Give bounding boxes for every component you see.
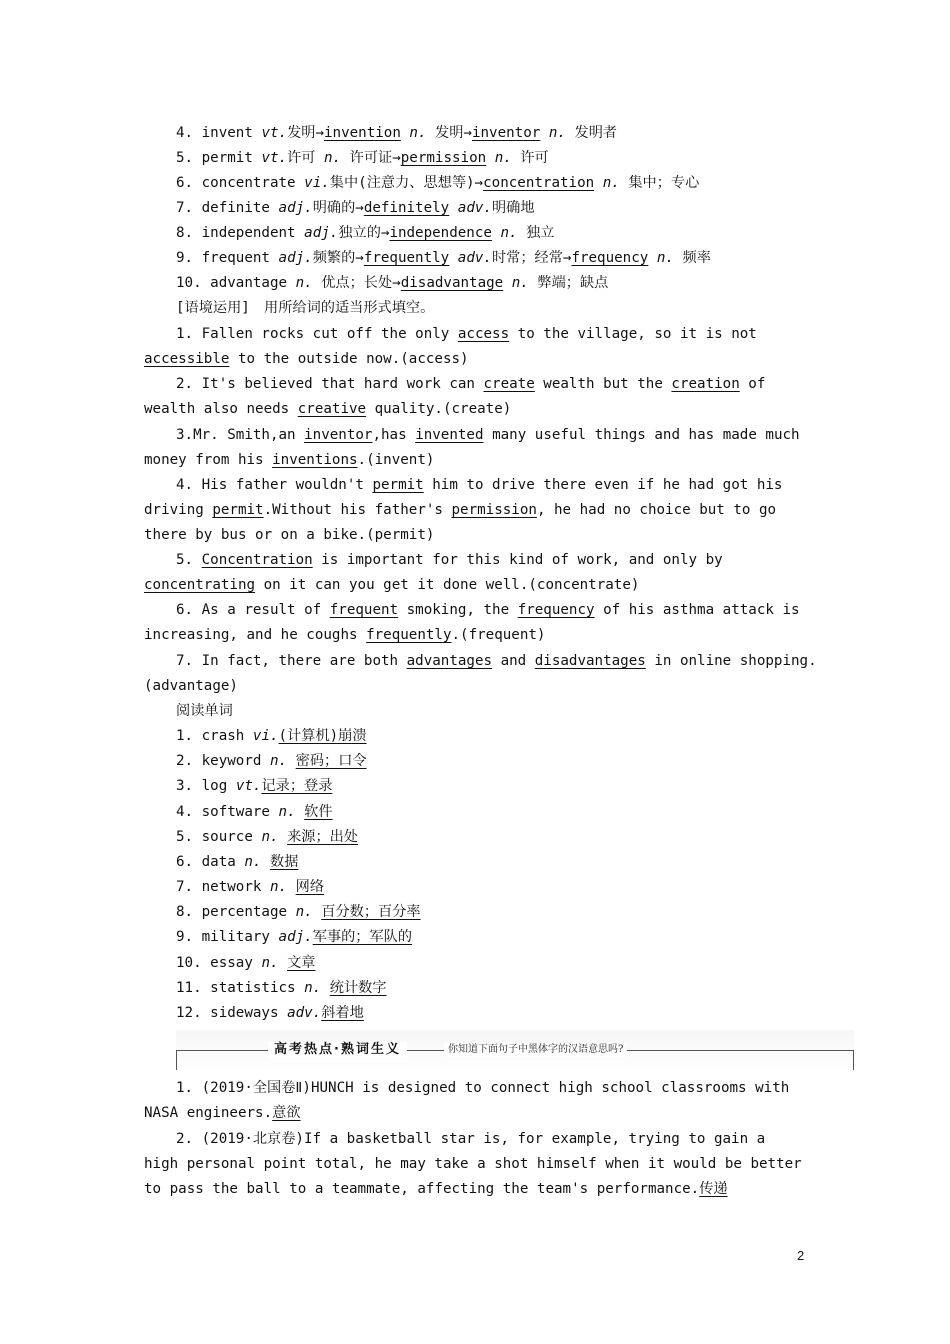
exercise-line: wealth also needs creative quality.(create)	[144, 401, 512, 417]
vocab-item: 7. network n. 网络	[176, 879, 325, 895]
exercise-line: 3.Mr. Smith,an inventor,has invented many useful things and has made much	[176, 427, 800, 443]
vocab-item: 6. data n. 数据	[176, 854, 299, 870]
answer: 斜着地	[321, 1005, 364, 1021]
exercise-line: money from his inventions.(invent)	[144, 452, 435, 468]
vocab-item: 4. software n. 软件	[176, 804, 333, 820]
vocab-item: 10. essay n. 文章	[176, 955, 316, 971]
answer: create	[483, 376, 535, 392]
exercise-line: accessible to the outside now.(access)	[144, 351, 469, 367]
vocab-item: 9. military adj.军事的；军队的	[176, 929, 413, 945]
section-heading: [语境运用] 用所给词的适当形式填空。	[176, 300, 435, 316]
answer: frequency	[571, 250, 649, 266]
section-banner	[176, 1030, 854, 1072]
derivation-line: 9. frequent adj.频繁的→frequently adv.时常；经常→frequency n. 频率	[176, 250, 711, 266]
answer: invented	[415, 427, 484, 443]
exercise-line: 6. As a result of frequent smoking, the frequency of his asthma attack is	[176, 602, 800, 618]
answer: 网络	[295, 879, 325, 895]
vocab-item: 12. sideways adv.斜着地	[176, 1005, 364, 1021]
answer: 来源；出处	[287, 829, 359, 845]
derivation-line: 8. independent adj.独立的→independence n. 独立	[176, 225, 555, 241]
answer: Concentration	[201, 552, 313, 568]
exercise-line: 4. His father wouldn't permit him to drive there even if he had got his	[176, 477, 783, 493]
answer: frequently	[363, 250, 450, 266]
answer: inventions	[272, 452, 358, 468]
banner-right-tick	[853, 1050, 854, 1070]
derivation-line: 4. invent vt.发明→invention n. 发明→inventor n. 发明者	[176, 125, 618, 141]
derivation-line: 7. definite adj.明确的→definitely adv.明确地	[176, 200, 535, 216]
answer: permit	[212, 502, 264, 518]
answer: invention	[323, 125, 401, 141]
hot-item-line: to pass the ball to a teammate, affecting the team's performance.传递	[144, 1181, 728, 1197]
answer: concentration	[483, 175, 595, 191]
exercise-line: increasing, and he coughs frequently.(frequent)	[144, 627, 546, 643]
answer: 军事的；军队的	[312, 929, 413, 945]
banner-subtitle: 你知道下面句子中黑体字的汉语意思吗?	[444, 1043, 627, 1057]
vocab-item: 2. keyword n. 密码；口令	[176, 753, 367, 769]
hot-item-line: NASA engineers.意欲	[144, 1105, 301, 1121]
hot-item-line: 1. (2019·全国卷Ⅱ)HUNCH is designed to connect high school classrooms with	[176, 1080, 790, 1096]
derivation-line: 10. advantage n. 优点；长处→disadvantage n. 弊端；缺点	[176, 275, 609, 291]
answer: 传递	[699, 1181, 728, 1197]
answer: permission	[400, 150, 487, 166]
answer: accessible	[144, 351, 230, 367]
answer: disadvantage	[400, 275, 504, 291]
answer: frequency	[517, 602, 595, 618]
banner-left-tick	[176, 1050, 177, 1070]
answer: definitely	[363, 200, 450, 216]
derivation-line: 6. concentrate vi.集中(注意力、思想等)→concentration n. 集中；专心	[176, 175, 700, 191]
exercise-line: concentrating on it can you get it done well.(concentrate)	[144, 577, 640, 593]
answer: 意欲	[272, 1105, 301, 1121]
page-number: 2	[797, 1248, 805, 1263]
answer: 百分数；百分率	[321, 904, 421, 920]
banner-title: 高考热点·熟词生义	[268, 1042, 407, 1058]
section-heading: 阅读单词	[176, 703, 233, 719]
answer: concentrating	[144, 577, 256, 593]
answer: permit	[372, 477, 424, 493]
answer: independence	[389, 225, 492, 241]
exercise-line: 7. In fact, there are both advantages and disadvantages in online shopping.	[176, 653, 817, 669]
hot-item-line: 2. (2019·北京卷)If a basketball star is, for example, trying to gain a	[176, 1131, 766, 1147]
answer: 统计数字	[329, 980, 387, 996]
exercise-line: 1. Fallen rocks cut off the only access to the village, so it is not	[176, 326, 757, 342]
answer: advantages	[406, 653, 493, 669]
exercise-line: 5. Concentration is important for this kind of work, and only by	[176, 552, 723, 568]
hot-item-line: high personal point total, he may take a shot himself when it would be better	[144, 1156, 802, 1172]
vocab-item: 8. percentage n. 百分数；百分率	[176, 904, 421, 920]
vocab-item: 1. crash vi.(计算机)崩溃	[176, 728, 367, 744]
vocab-item: 11. statistics n. 统计数字	[176, 980, 387, 996]
answer: 密码；口令	[295, 753, 367, 769]
answer: (计算机)崩溃	[278, 728, 367, 744]
derivation-line: 5. permit vt.许可 n. 许可证→permission n. 许可	[176, 150, 549, 166]
answer: access	[457, 326, 510, 342]
answer: 数据	[270, 854, 299, 870]
answer: creation	[671, 376, 740, 392]
vocab-item: 3. log vt.记录；登录	[176, 778, 333, 794]
vocab-item: 5. source n. 来源；出处	[176, 829, 359, 845]
answer: inventor	[471, 125, 541, 141]
answer: 文章	[287, 955, 316, 971]
answer: frequently	[366, 627, 452, 643]
answer: creative	[297, 401, 367, 417]
exercise-line: (advantage)	[144, 678, 238, 694]
exercise-line: driving permit.Without his father's permission, he had no choice but to go	[144, 502, 777, 518]
answer: 记录；登录	[261, 778, 333, 794]
exercise-line: there by bus or on a bike.(permit)	[144, 527, 435, 543]
answer: disadvantages	[534, 653, 646, 669]
answer: inventor	[304, 427, 373, 443]
answer: frequent	[329, 602, 399, 618]
answer: 软件	[304, 804, 333, 820]
exercise-line: 2. It's believed that hard work can create wealth but the creation of	[176, 376, 766, 392]
answer: permission	[451, 502, 537, 518]
